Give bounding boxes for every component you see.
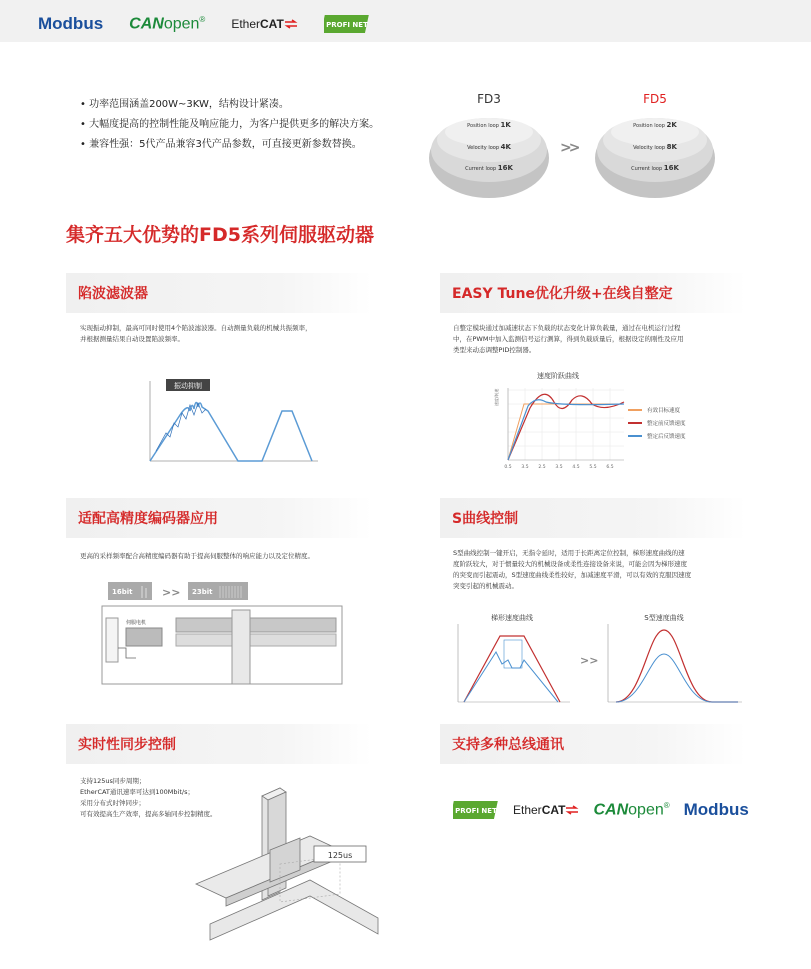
notch-label: 振动抑制	[174, 382, 202, 390]
bullet-item: • 兼容性强：5代产品兼容3代产品参数，可直接更新参数替换。	[80, 139, 362, 150]
card-sync-title: 实时性同步控制	[78, 737, 176, 753]
desc-line: EtherCAT通讯速率可达到100Mbit/s；	[80, 788, 194, 796]
desc-line: 度阶跃较大，对于惯量较大的机械设备或柔性连接设备来说，可能会因为梯形速度	[453, 560, 687, 568]
card-easytune-title: EASY Tune优化升级+在线自整定	[452, 286, 673, 302]
profinet-text: PROFI NET	[455, 807, 497, 815]
card-notch-desc	[80, 323, 312, 345]
scurve-arrow: >>	[580, 654, 599, 667]
scurve-charts	[452, 610, 752, 710]
profinet-logo	[324, 14, 370, 34]
card-scurve-header	[440, 498, 746, 538]
encoder-diagram	[96, 578, 346, 688]
fd5-current: Current loop 16K	[631, 164, 679, 172]
x-tick: 4.5	[572, 465, 580, 470]
ethercat-arrows-icon	[284, 19, 298, 29]
fd3-current: Current loop 16K	[465, 164, 513, 172]
ethercat-logo: Ether CAT	[513, 803, 579, 817]
card-scurve-desc	[453, 548, 691, 592]
fd3-velocity: Velocity loop 4K	[467, 143, 511, 151]
modbus-logo: Modbus	[38, 14, 104, 33]
desc-line: 类型来动态调整PID控制器。	[453, 346, 536, 354]
s-label: S型速度曲线	[644, 614, 684, 622]
card-encoder-desc	[80, 551, 314, 562]
card-notch-header	[66, 273, 372, 313]
bit16-label: 16bit	[112, 588, 133, 596]
card-encoder-title: 适配高精度编码器应用	[78, 511, 218, 527]
fd3-position: Position loop 1K	[467, 121, 511, 129]
fd3-title: FD3	[477, 92, 501, 106]
card-notch-title: 陷波滤波器	[78, 286, 148, 302]
desc-line: 更高的采样频率配合高精度编码器有助于提高伺服整体的响应能力以及定位精度。	[80, 552, 314, 560]
desc-line: 自整定模块通过加减速状态下负载的状态变化计算负载量，通过在电机运行过程	[453, 324, 681, 332]
desc-line: S型曲线控制一键开启，无指令延时，适用于长距离定位控制，梯形速度曲线的速	[453, 549, 685, 557]
card-bus-header	[440, 724, 746, 764]
modbus-logo: Modbus	[683, 800, 749, 819]
x-tick: 2.5	[538, 465, 546, 470]
card-easytune-desc	[453, 323, 683, 356]
profinet-text: PROFI NET	[325, 21, 368, 29]
x-tick: 5.5	[589, 465, 597, 470]
canopen-logo: CANopen®	[593, 800, 670, 819]
desc-line: 并根据测量结果自动设置陷波频率。	[80, 335, 184, 343]
fd5-title: FD5	[643, 92, 667, 106]
ethercat-arrows-icon	[565, 805, 579, 815]
desc-line: 中，在PWM中加入监测信号运行测算，得到负载质量后，根据设定的刚性及应用	[453, 335, 684, 343]
encoder-arrow: >>	[162, 586, 181, 599]
card-scurve-title: S曲线控制	[452, 511, 519, 527]
legend-item: 整定前反馈速度	[628, 419, 686, 427]
profinet-logo	[453, 800, 499, 820]
gantry-diagram	[190, 784, 380, 956]
bullet-item: • 功率范围涵盖200W~3KW，结构设计紧凑。	[80, 99, 289, 110]
desc-line: 采用分布式时钟同步；	[80, 799, 145, 807]
card-encoder-header	[66, 498, 372, 538]
step-response-chart	[490, 368, 630, 474]
step-chart-legend	[628, 406, 686, 445]
step-chart-ylabel: 速度/转速	[494, 388, 499, 406]
canopen-logo: CANopen®	[129, 14, 206, 33]
x-tick: 0.5	[504, 465, 512, 470]
desc-line: 支持125us同步周期；	[80, 777, 146, 785]
card-sync-header	[66, 724, 372, 764]
trap-label: 梯形速度曲线	[491, 614, 533, 622]
notch-chart	[120, 375, 320, 465]
card-easytune-header	[440, 273, 746, 313]
step-chart-title: 速度阶跃曲线	[537, 372, 579, 380]
bit23-label: 23bit	[192, 588, 213, 596]
legend-item: 整定后反馈速度	[628, 432, 686, 440]
fd5-velocity: Velocity loop 8K	[633, 143, 677, 151]
desc-line: 实现振动抑制，最高可同时使用4个陷波滤波器。自动测量负载的机械共振频率，	[80, 324, 312, 332]
compare-arrow: >>	[560, 140, 578, 156]
desc-line: 突变引起的机械震动。	[453, 582, 518, 590]
sync-time-label: 125us	[327, 851, 353, 860]
desc-line: 的突变而引起震动，S型速度曲线柔性较好，加减速度平滑，可以有效的克服因速度	[453, 571, 692, 579]
protocol-logo-bar	[0, 0, 811, 42]
x-tick: 3.5	[555, 465, 563, 470]
x-tick: 3.5	[521, 465, 529, 470]
fd5-position: Position loop 2K	[633, 121, 677, 129]
section-title: 集齐五大优势的FD5系列伺服驱动器	[66, 224, 374, 246]
legend-item: 有效目标速度	[628, 406, 686, 414]
bus-logo-row	[453, 800, 749, 820]
bullet-item: • 大幅度提高的控制性能及响应能力，为客户提供更多的解决方案。	[80, 119, 380, 130]
ethercat-logo: Ether CAT	[231, 17, 297, 31]
feature-bullets	[80, 95, 379, 155]
motor-label: 伺服电机	[126, 620, 147, 626]
desc-line: 可有效提高生产效率，提高多轴同步控制精度。	[80, 810, 217, 818]
card-bus-title: 支持多种总线通讯	[452, 737, 564, 753]
x-tick: 6.5	[606, 465, 614, 470]
